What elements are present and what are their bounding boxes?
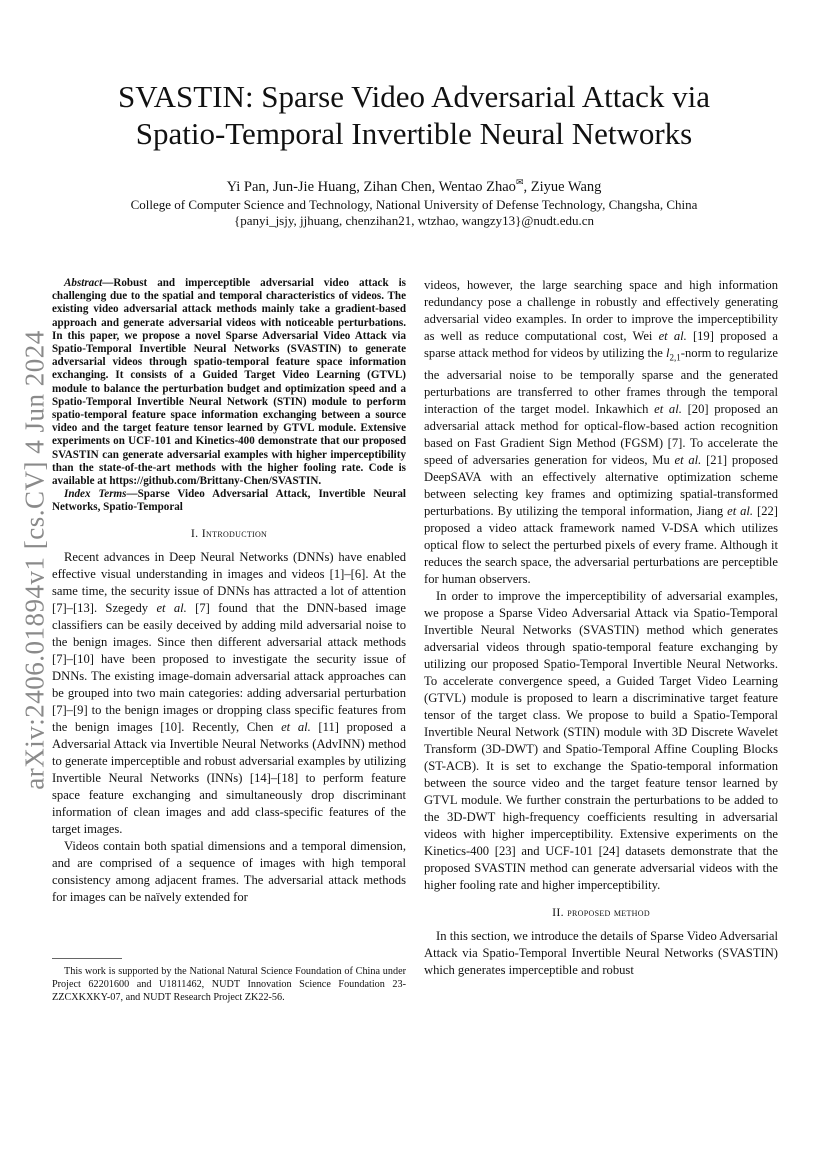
- paper-title: [60, 78, 768, 152]
- footnote-rule: [52, 958, 122, 959]
- intro-p1-c: [11] proposed a Adversarial Attack via Invertible Neural Networks (AdvINN) method to generate imperceptible and robust adversarial examples by utilizing Invertible Neural Networks (INNs) [14]–[18] to perform feature space feature exchanging and simultaneously drop discriminant information of clean images and add class-specific features of the target images.: [52, 719, 407, 836]
- right-p1-a: videos, however, the large searching space and high information redundancy pose a challenge in robustly and effectively generating adversarial video examples. In order to improve the imperceptibility as well as reduce computational cost, Wei: [424, 278, 778, 343]
- affiliation: College of Computer Science and Technology, National University of Defense Technology, Changsha, China: [130, 197, 698, 212]
- et-al: et al.: [658, 329, 687, 343]
- authors-main: Yi Pan, Jun-Jie Huang, Zihan Chen, Wentao Zhao: [226, 178, 516, 195]
- index-terms-text: —Sparse Video Adversarial Attack, Invertible Neural Networks, Spatio-Temporal: [52, 488, 406, 514]
- intro-paragraph-1: [52, 549, 406, 838]
- footnote: This work is supported by the National Natural Science Foundation of China under Project 62201600 and U1811462, NUDT Innovation Science Foundation 23-ZZCXKXKY-07, and NUDT Research Project ZK22-56.: [52, 966, 406, 1003]
- title-line-2: Spatio-Temporal Invertible Neural Networks: [135, 116, 693, 151]
- section-1-title: Introduction: [201, 525, 268, 540]
- abstract: [52, 277, 406, 488]
- right-p1-f: [22] proposed a video attack framework named V-DSA which utilizes optical flow to select the perturbed pixels of every frame. Although it reduces the search space, the adversarial perturbations are perceptible for human observers.: [424, 503, 778, 586]
- norm-symbol: l: [666, 346, 670, 360]
- section-heading-introduction: [52, 525, 406, 542]
- abstract-label: Abstract: [64, 277, 103, 289]
- author-list: [60, 177, 768, 196]
- et-al: et al.: [654, 401, 682, 416]
- right-paragraph-1: [424, 277, 778, 588]
- et-al: et al.: [281, 719, 311, 734]
- intro-p1-a: Recent advances in Deep Neural Networks (DNNs) have enabled effective visual understanding in images and videos [1]–[6]. At the same time, the security issue of DNNs has attracted a lot of attention [7]–[13]. Szegedy: [52, 549, 406, 615]
- author-emails: {panyi_jsjy, jjhuang, chenzihan21, wtzhao, wangzy13}@nudt.edu.cn: [233, 213, 595, 228]
- right-p1-d: [20] proposed an adversarial attack method for optical-flow-based action recognition based on Fast Gradient Sign Method (FGSM) [7]. To accelerate the speed of adversaries generation for videos, Mu: [424, 401, 779, 467]
- right-column: [424, 277, 778, 979]
- section-1-number: I.: [190, 525, 202, 540]
- authors-last: , Ziyue Wang: [523, 178, 602, 195]
- right-p1-e: [21] proposed DeepSAVA with an effectively alternative optimization scheme between selecting key frames and optimizing spatial-transformed perturbations. By utilizing the temporal information, Jiang: [424, 452, 779, 518]
- right-paragraph-3: In this section, we introduce the details of Sparse Video Adversarial Attack via Spatio-Temporal Invertible Neural Networks (SVASTIN) which generates imperceptible and robust: [424, 928, 778, 977]
- intro-p1-b: [7] found that the DNN-based image classifiers can be easily deceived by adding mild adversarial noise to the benign images. Since then different adversarial attack methods [7]–[10] have been proposed to investigate the security issue of DNNs. The existing image-domain adversarial attack approaches can be grouped into two main categories: adding adversarial perturbation [7]–[9] to the benign images or dropping class specific features from the benign images [10]. Recently, Chen: [52, 600, 406, 734]
- section-2-title: proposed method: [567, 904, 650, 919]
- et-al: et al.: [674, 452, 702, 467]
- norm-subscript: 2,1: [669, 352, 681, 363]
- envelope-icon: ✉: [515, 177, 524, 187]
- section-heading-proposed-method: [424, 904, 778, 921]
- et-al: et al.: [156, 600, 187, 615]
- left-column: [52, 277, 406, 906]
- arxiv-id-text: arXiv:2406.01894v1 [cs.CV] 4 Jun 2024: [19, 330, 50, 790]
- intro-paragraph-2: Videos contain both spatial dimensions and a temporal dimension, and are comprised of a sequence of images with high temporal consistency among adjacent frames. The adversarial attack methods for images can be naïvely extended for: [52, 838, 406, 904]
- title-line-1: SVASTIN: Sparse Video Adversarial Attack via: [118, 79, 710, 114]
- et-al: et al.: [727, 503, 754, 518]
- index-terms-label: Index Terms: [64, 488, 127, 501]
- section-2-number: II.: [552, 904, 568, 919]
- abstract-text: —Robust and imperceptible adversarial video attack is challenging due to the spatial and temporal characteristics of videos. The existing video adversarial attack methods mainly take a gradient-based approach and generate adversarial videos with noticeable perturbations. In this paper, we propose a novel Sparse Adversarial Video Attack via Spatio-Temporal Invertible Neural Networks (SVASTIN) to generate adversarial videos through spatio-temporal feature space information exchanging. It consists of a Guided Target Video Learning (GTVL) module to balance the perturbation budget and optimization speed and a Spatio-Temporal Invertible Neural Network (STIN) module to perform spatio-temporal feature space information exchanging between a source video and the target feature tensor learned by GTVL module. Extensive experiments on UCF-101 and Kinetics-400 demonstrate that our proposed SVASTIN can generate adversarial examples with higher imperceptibility than the state-of-the-art methods with the higher fooling rate. Code is available at https://github.com/Brittany-Chen/SVASTIN.: [52, 277, 406, 488]
- right-paragraph-2: In order to improve the imperceptibility of adversarial examples, we propose a Sparse Video Adversarial Attack via Spatio-Temporal Invertible Neural Networks (SVASTIN) method which generates adversarial videos through spatio-temporal feature exchanging by utilizing our proposed Spatio-Temporal Invertible Neural Networks. To accelerate convergence speed, a Guided Target Video Learning (GTVL) module is proposed to learn a discriminative target feature tensor of the target class. We propose to build a Spatio-Temporal Invertible Neural Network (STIN) module with 3D Discrete Wavelet Transform (3D-DWT) and Spatio-Temporal Affine Coupling Blocks (ST-ACB). It is set to exchange the Spatio-temporal information between the source video and the target feature tensor learned by GTVL module. We further constrain the perturbations to be added to the 3D-DWT high-frequency coefficients resulting in adversarial videos with higher imperceptibility. Extensive experiments on the Kinetics-400 [23] and UCF-101 [24] datasets demonstrate that the proposed SVASTIN method can generate adversarial videos with the higher fooling rate and higher imperceptibility.: [424, 588, 778, 892]
- right-p1-c: -norm to regularize the adversarial noise to be temporally sparse and the generated perturbations are transferred to other frames through the temporal interaction of the target model. Inkawhich: [424, 346, 778, 416]
- right-p1-b: [19] proposed a sparse attack method for videos by utilizing the: [424, 329, 779, 360]
- index-terms: [52, 488, 406, 514]
